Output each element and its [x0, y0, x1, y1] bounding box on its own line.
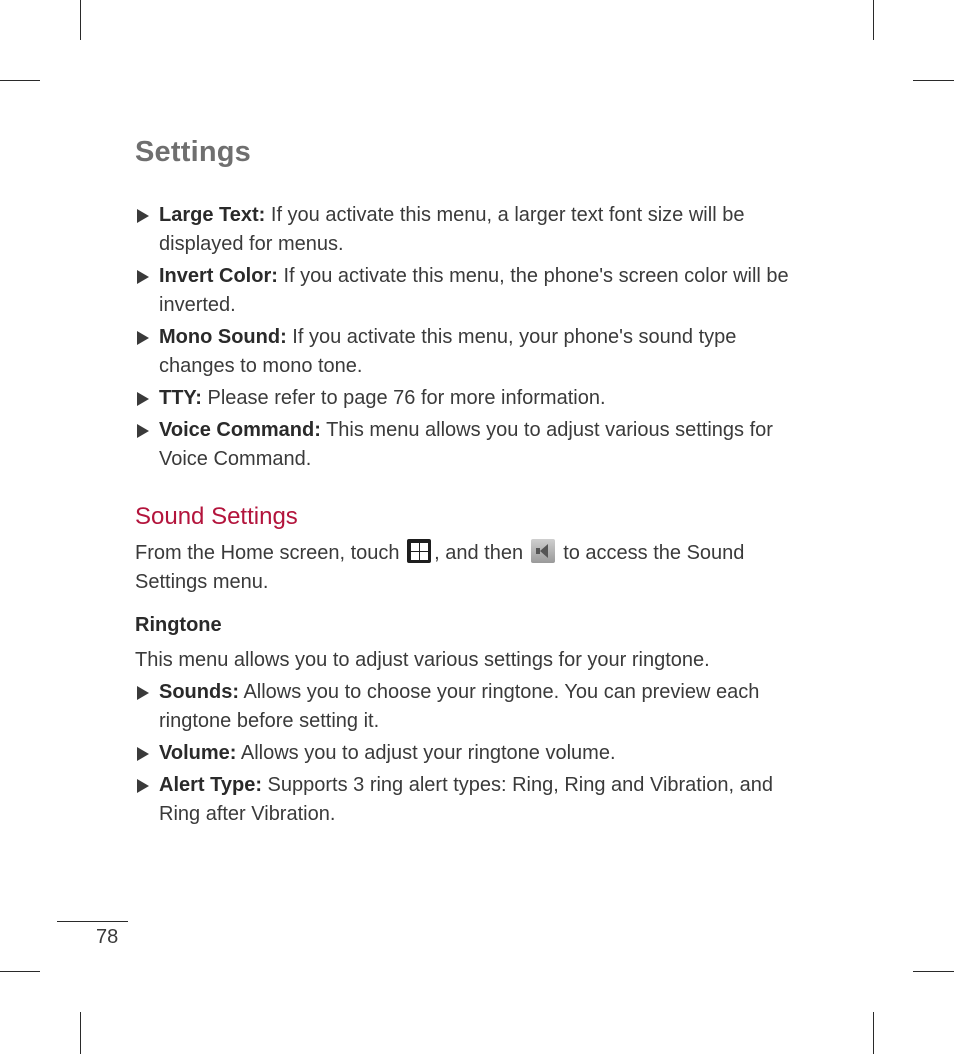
list-item: Invert Color: If you activate this menu, the phone's screen color will be inverted.	[135, 262, 815, 320]
list-item: Sounds: Allows you to choose your ringtone. You can preview each ringtone before setting it.	[135, 678, 815, 736]
list-item: Voice Command: This menu allows you to adjust various settings for Voice Command.	[135, 416, 815, 474]
page-title: Settings	[135, 136, 251, 168]
arrow-bullet-icon	[137, 779, 149, 793]
crop-mark	[913, 80, 954, 81]
arrow-bullet-icon	[137, 424, 149, 438]
page-number-rule	[57, 921, 128, 922]
list-item: Alert Type: Supports 3 ring alert types: Ring, Ring and Vibration, and Ring after Vibration.	[135, 771, 815, 829]
ringtone-list	[135, 678, 815, 832]
sound-speaker-icon	[531, 539, 555, 563]
accessibility-list	[135, 201, 815, 477]
page-number: 78	[96, 926, 119, 948]
crop-mark	[80, 1012, 81, 1054]
crop-mark	[0, 971, 40, 972]
crop-mark	[80, 0, 81, 40]
list-item: Mono Sound: If you activate this menu, your phone's sound type changes to mono tone.	[135, 323, 815, 381]
ringtone-intro: This menu allows you to adjust various settings for your ringtone.	[135, 649, 710, 671]
crop-mark	[0, 80, 40, 81]
crop-mark	[913, 971, 954, 972]
arrow-bullet-icon	[137, 686, 149, 700]
arrow-bullet-icon	[137, 209, 149, 223]
sound-settings-intro: From the Home screen, touch , and then to access the Sound Settings menu.	[135, 539, 815, 597]
ringtone-heading: Ringtone	[135, 614, 222, 636]
list-item: Large Text: If you activate this menu, a larger text font size will be displayed for menus.	[135, 201, 815, 259]
list-item: TTY: Please refer to page 76 for more information.	[135, 384, 815, 413]
list-item: Volume: Allows you to adjust your ringtone volume.	[135, 739, 815, 768]
arrow-bullet-icon	[137, 270, 149, 284]
arrow-bullet-icon	[137, 747, 149, 761]
section-title-sound-settings: Sound Settings	[135, 503, 298, 530]
apps-grid-icon	[407, 539, 431, 563]
arrow-bullet-icon	[137, 392, 149, 406]
crop-mark	[873, 0, 874, 40]
crop-mark	[873, 1012, 874, 1054]
arrow-bullet-icon	[137, 331, 149, 345]
